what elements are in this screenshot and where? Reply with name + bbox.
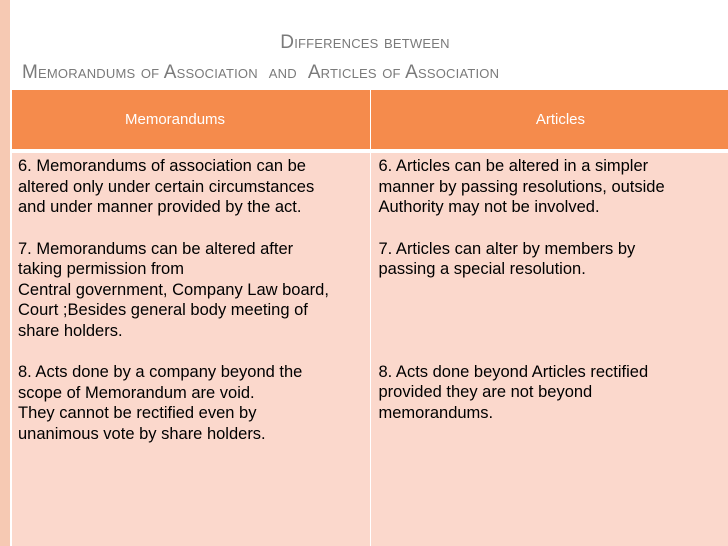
text-line: Central government, Company Law board, bbox=[18, 280, 329, 299]
text-line: 6. Memorandums of association can be bbox=[18, 157, 306, 175]
accent-bar bbox=[0, 0, 10, 546]
title-line-1: Differences between bbox=[280, 32, 450, 53]
text-line: altered only under certain circumstances bbox=[18, 177, 315, 196]
text-line: share holders. bbox=[18, 321, 123, 340]
memorandum-point-6 bbox=[18, 156, 364, 218]
text-line: 6. Articles can be altered in a simpler bbox=[378, 157, 649, 175]
memorandum-point-7 bbox=[18, 239, 364, 342]
comparison-table bbox=[12, 90, 728, 546]
text-line: unanimous vote by share holders. bbox=[18, 424, 266, 443]
title-line-2 bbox=[20, 58, 710, 88]
article-point-6 bbox=[379, 156, 724, 218]
text-line: memorandums. bbox=[378, 403, 494, 422]
title-articles-text: Articles of Association bbox=[307, 62, 500, 83]
article-point-7 bbox=[379, 239, 724, 280]
text-line: 8. Acts done beyond Articles rectified bbox=[378, 362, 649, 381]
title-memorandums-text: Memorandums of Association bbox=[22, 62, 258, 83]
text-line: provided they are not beyond bbox=[378, 383, 593, 401]
text-line: Court ;Besides general body meeting of bbox=[18, 301, 308, 319]
text-line: and under manner provided by the act. bbox=[18, 198, 302, 216]
table-header-row bbox=[12, 90, 728, 151]
memorandums-cell bbox=[12, 151, 370, 546]
articles-cell bbox=[370, 151, 728, 546]
memorandum-point-8 bbox=[18, 362, 364, 444]
text-line: 8. Acts done by a company beyond the bbox=[18, 363, 303, 381]
text-line: passing a special resolution. bbox=[378, 260, 586, 278]
header-memorandums: Memorandums bbox=[12, 90, 370, 151]
text-line: They cannot be rectified even by bbox=[18, 404, 257, 422]
text-line: 7. Articles can alter by members by bbox=[378, 239, 636, 258]
title-and-text: and bbox=[268, 62, 297, 83]
text-line: taking permission from bbox=[18, 260, 184, 278]
table-row bbox=[12, 151, 728, 546]
text-line: Authority may not be involved. bbox=[378, 198, 600, 216]
text-line: scope of Memorandum are void. bbox=[18, 383, 255, 402]
text-line: manner by passing resolutions, outside bbox=[378, 177, 665, 196]
slide-title bbox=[20, 28, 710, 88]
text-line: 7. Memorandums can be altered after bbox=[18, 239, 294, 258]
header-articles: Articles bbox=[370, 90, 728, 151]
article-point-8 bbox=[379, 362, 724, 424]
